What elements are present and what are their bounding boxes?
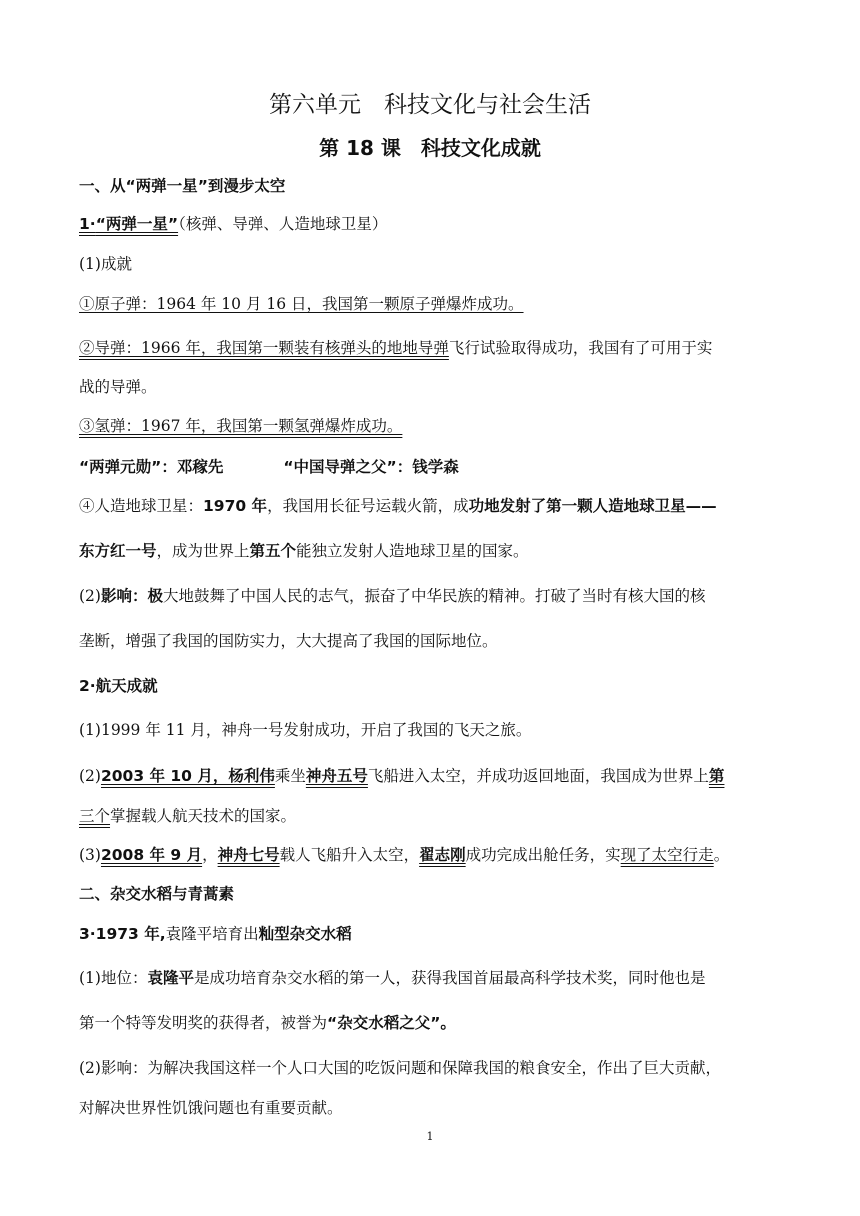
unit-title: 第六单元 科技文化与社会生活 [269,92,591,118]
point-1-title: “两弹一星” [95,215,179,233]
point-2-heading: 2·航天成就 [79,677,158,695]
status-line-2 [79,1013,456,1033]
lesson-title: 第 18 课 科技文化成就 [319,136,541,160]
impact-label: 影响：极 [100,587,163,605]
impact-num: (2) [79,587,101,605]
sz5-text-2: 飞船进入太空，并成功返回地面，我国成为世界上 [367,767,709,785]
section-heading-2: 二、杂交水稻与青蒿素 [79,885,235,903]
missile-father: “中国导弹之父”：钱学森 [283,458,459,476]
status-text: 是成功培育杂交水稻的第一人，获得我国首届最高科学技术奖，同时他也是 [193,969,706,987]
satellite-text-2: ，成为世界上 [156,542,250,560]
influence-line-2: 对解决世界性饥饿问题也有重要贡献。 [79,1099,343,1117]
sz5-date-person: 2003 年 10 月，杨利伟 [100,767,275,785]
shenzhou-7-line [79,845,729,865]
impact-line [79,586,706,606]
hydrogen-bomb-text: ③氢弹：1967 年，我国第一颗氢弹爆炸成功。 [79,417,403,435]
point-1-note: （核弹、导弹、人造地球卫星） [178,215,388,233]
two-bombs-hero: “两弹元勋”：邓稼先 [79,458,224,476]
sz7-period: 。 [713,846,730,864]
point-3-line [79,924,352,944]
sz5-num: (2) [79,767,101,785]
sz7-text: 载人飞船升入太空， [279,846,420,864]
atom-bomb-line [79,294,524,314]
satellite-year: 1970 年 [203,497,268,515]
missile-text-underlined: ②导弹：1966 年，我国第一颗装有核弹头的地地导弹 [79,339,449,357]
satellite-line [79,496,717,516]
satellite-bold: 功地发射了第一颗人造地球卫星—— [468,497,717,515]
satellite-rank: 第五个 [249,542,297,560]
hydrogen-bomb-line [79,416,402,436]
sz7-comma: ， [202,846,218,864]
page-number: 1 [426,1130,434,1143]
point-1-number: 1· [79,215,96,233]
status-text-2: 第一个特等发明奖的获得者，被誉为 [79,1014,328,1032]
satellite-label: ④人造地球卫星： [79,497,204,515]
sz5-text-3: 掌握载人航天技术的国家。 [110,807,297,825]
impact-text: 大地鼓舞了中国人民的志气，振奋了中华民族的精神。打破了当时有核大国的核 [162,587,706,605]
point-3-year: 3·1973 年, [79,925,166,943]
atom-bomb-text: ①原子弹：1964 年 10 月 16 日，我国第一颗原子弹爆炸成功。 [79,295,524,313]
sz7-craft: 神舟七号 [217,846,280,864]
impact-line-2: 垄断，增强了我国的国防实力，大大提高了我国的国际地位。 [79,632,498,650]
sz5-craft: 神舟五号 [305,767,368,785]
satellite-name: 东方红一号 [79,542,157,560]
status-title: “杂交水稻之父”。 [327,1014,456,1032]
influence-line: (2)影响：为解决我国这样一个人口大国的吃饭问题和保障我国的粮食安全，作出了巨大贡献， [79,1059,721,1077]
sz5-text: 乘坐 [274,767,306,785]
sz7-num: (3) [79,846,101,864]
point-3-text: 袁隆平培育出 [165,925,259,943]
status-person: 袁隆平 [147,969,194,987]
sz7-person: 翟志刚 [419,846,466,864]
sz5-rank-2: 三个 [79,807,111,825]
sz7-spacewalk: 现了太空行走 [620,846,714,864]
status-label: (1)地位： [79,969,148,987]
point-3-rice: 籼型杂交水稻 [258,925,352,943]
sz5-rank: 第 [708,767,725,785]
missile-line [79,338,712,358]
shenzhou-5-line [79,766,724,786]
missile-text: 飞行试验取得成功，我国有了可用于实 [448,339,713,357]
point-1-line [79,214,387,234]
satellite-line-2 [79,541,529,561]
heroes-line [79,457,459,477]
status-line [79,968,706,988]
section-heading-1: 一、从“两弹一星”到漫步太空 [79,177,286,195]
achievement-label: (1)成就 [79,255,132,273]
shenzhou-5-line-2 [79,806,296,826]
sz7-text-2: 成功完成出舱任务，实 [465,846,621,864]
satellite-text: ，我国用长征号运载火箭，成 [267,497,469,515]
missile-line-2: 战的导弹。 [79,378,157,396]
shenzhou-1-line: (1)1999 年 11 月，神舟一号发射成功，开启了我国的飞天之旅。 [79,721,532,739]
sz7-date: 2008 年 9 月 [100,846,203,864]
satellite-text-3: 能独立发射人造地球卫星的国家。 [296,542,529,560]
